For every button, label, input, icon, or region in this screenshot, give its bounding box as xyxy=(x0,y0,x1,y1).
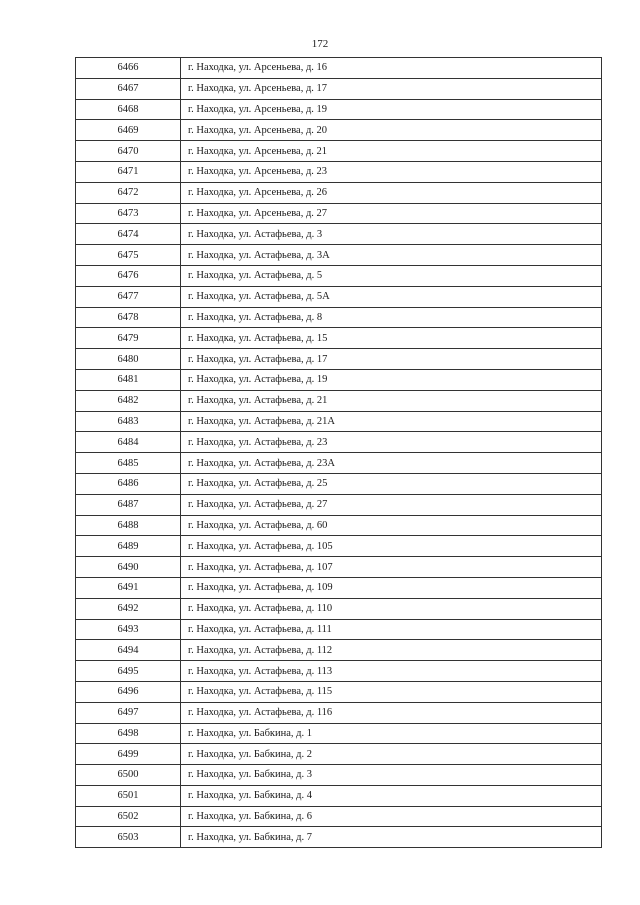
table-row xyxy=(76,473,602,494)
address-cell: г. Находка, ул. Астафьева, д. 116 xyxy=(181,702,602,723)
table-row xyxy=(76,286,602,307)
row-number-cell: 6501 xyxy=(76,785,181,806)
table-row xyxy=(76,411,602,432)
address-cell: г. Находка, ул. Астафьева, д. 19 xyxy=(181,369,602,390)
address-cell: г. Находка, ул. Бабкина, д. 7 xyxy=(181,827,602,848)
table-row xyxy=(76,349,602,370)
address-cell: г. Находка, ул. Бабкина, д. 4 xyxy=(181,785,602,806)
row-number-cell: 6494 xyxy=(76,640,181,661)
table-row xyxy=(76,577,602,598)
table-row xyxy=(76,390,602,411)
row-number-cell: 6502 xyxy=(76,806,181,827)
row-number-cell: 6503 xyxy=(76,827,181,848)
row-number-cell: 6483 xyxy=(76,411,181,432)
address-cell: г. Находка, ул. Арсеньева, д. 26 xyxy=(181,182,602,203)
row-number-cell: 6491 xyxy=(76,577,181,598)
address-cell: г. Находка, ул. Астафьева, д. 15 xyxy=(181,328,602,349)
row-number-cell: 6490 xyxy=(76,557,181,578)
address-cell: г. Находка, ул. Астафьева, д. 60 xyxy=(181,515,602,536)
table-row xyxy=(76,432,602,453)
address-cell: г. Находка, ул. Бабкина, д. 1 xyxy=(181,723,602,744)
table-row xyxy=(76,806,602,827)
table-row xyxy=(76,369,602,390)
address-cell: г. Находка, ул. Астафьева, д. 5 xyxy=(181,265,602,286)
table-row xyxy=(76,536,602,557)
row-number-cell: 6484 xyxy=(76,432,181,453)
row-number-cell: 6498 xyxy=(76,723,181,744)
row-number-cell: 6467 xyxy=(76,78,181,99)
row-number-cell: 6466 xyxy=(76,58,181,79)
row-number-cell: 6478 xyxy=(76,307,181,328)
address-cell: г. Находка, ул. Астафьева, д. 111 xyxy=(181,619,602,640)
address-cell: г. Находка, ул. Астафьева, д. 17 xyxy=(181,349,602,370)
address-cell: г. Находка, ул. Арсеньева, д. 19 xyxy=(181,99,602,120)
table-row xyxy=(76,58,602,79)
table-row xyxy=(76,515,602,536)
row-number-cell: 6469 xyxy=(76,120,181,141)
row-number-cell: 6468 xyxy=(76,99,181,120)
table-row xyxy=(76,681,602,702)
address-cell: г. Находка, ул. Астафьева, д. 3А xyxy=(181,245,602,266)
address-cell: г. Находка, ул. Астафьева, д. 23 xyxy=(181,432,602,453)
address-cell: г. Находка, ул. Арсеньева, д. 27 xyxy=(181,203,602,224)
row-number-cell: 6485 xyxy=(76,453,181,474)
table-row xyxy=(76,307,602,328)
table-row xyxy=(76,785,602,806)
row-number-cell: 6486 xyxy=(76,473,181,494)
table-row xyxy=(76,328,602,349)
row-number-cell: 6481 xyxy=(76,369,181,390)
address-cell: г. Находка, ул. Арсеньева, д. 20 xyxy=(181,120,602,141)
row-number-cell: 6480 xyxy=(76,349,181,370)
table-row xyxy=(76,182,602,203)
table-row xyxy=(76,494,602,515)
page-number: 172 xyxy=(311,38,329,50)
table-row xyxy=(76,453,602,474)
address-cell: г. Находка, ул. Астафьева, д. 5А xyxy=(181,286,602,307)
address-cell: г. Находка, ул. Астафьева, д. 105 xyxy=(181,536,602,557)
address-cell: г. Находка, ул. Бабкина, д. 2 xyxy=(181,744,602,765)
address-cell: г. Находка, ул. Астафьева, д. 115 xyxy=(181,681,602,702)
table-row xyxy=(76,619,602,640)
table-row xyxy=(76,661,602,682)
row-number-cell: 6499 xyxy=(76,744,181,765)
row-number-cell: 6488 xyxy=(76,515,181,536)
address-cell: г. Находка, ул. Бабкина, д. 3 xyxy=(181,765,602,786)
row-number-cell: 6496 xyxy=(76,681,181,702)
address-cell: г. Находка, ул. Астафьева, д. 27 xyxy=(181,494,602,515)
address-cell: г. Находка, ул. Арсеньева, д. 21 xyxy=(181,141,602,162)
address-cell: г. Находка, ул. Астафьева, д. 110 xyxy=(181,598,602,619)
row-number-cell: 6471 xyxy=(76,161,181,182)
address-cell: г. Находка, ул. Астафьева, д. 3 xyxy=(181,224,602,245)
table-row xyxy=(76,744,602,765)
table-row xyxy=(76,161,602,182)
address-cell: г. Находка, ул. Астафьева, д. 107 xyxy=(181,557,602,578)
row-number-cell: 6487 xyxy=(76,494,181,515)
table-row xyxy=(76,827,602,848)
row-number-cell: 6493 xyxy=(76,619,181,640)
table-row xyxy=(76,765,602,786)
row-number-cell: 6497 xyxy=(76,702,181,723)
address-cell: г. Находка, ул. Астафьева, д. 8 xyxy=(181,307,602,328)
address-cell: г. Находка, ул. Астафьева, д. 112 xyxy=(181,640,602,661)
row-number-cell: 6482 xyxy=(76,390,181,411)
row-number-cell: 6489 xyxy=(76,536,181,557)
address-cell: г. Находка, ул. Арсеньева, д. 23 xyxy=(181,161,602,182)
address-cell: г. Находка, ул. Астафьева, д. 25 xyxy=(181,473,602,494)
address-cell: г. Находка, ул. Бабкина, д. 6 xyxy=(181,806,602,827)
row-number-cell: 6495 xyxy=(76,661,181,682)
table-row xyxy=(76,245,602,266)
address-table-body xyxy=(76,58,602,848)
table-row xyxy=(76,78,602,99)
address-cell: г. Находка, ул. Астафьева, д. 109 xyxy=(181,577,602,598)
table-row xyxy=(76,557,602,578)
table-row xyxy=(76,141,602,162)
address-cell: г. Находка, ул. Астафьева, д. 23А xyxy=(181,453,602,474)
row-number-cell: 6475 xyxy=(76,245,181,266)
row-number-cell: 6470 xyxy=(76,141,181,162)
table-row xyxy=(76,203,602,224)
table-row xyxy=(76,598,602,619)
table-row xyxy=(76,224,602,245)
row-number-cell: 6472 xyxy=(76,182,181,203)
address-cell: г. Находка, ул. Арсеньева, д. 17 xyxy=(181,78,602,99)
table-row xyxy=(76,702,602,723)
address-cell: г. Находка, ул. Арсеньева, д. 16 xyxy=(181,58,602,79)
address-cell: г. Находка, ул. Астафьева, д. 21А xyxy=(181,411,602,432)
row-number-cell: 6474 xyxy=(76,224,181,245)
address-cell: г. Находка, ул. Астафьева, д. 113 xyxy=(181,661,602,682)
table-row xyxy=(76,120,602,141)
table-row xyxy=(76,265,602,286)
table-row xyxy=(76,99,602,120)
address-cell: г. Находка, ул. Астафьева, д. 21 xyxy=(181,390,602,411)
table-row xyxy=(76,723,602,744)
row-number-cell: 6479 xyxy=(76,328,181,349)
row-number-cell: 6477 xyxy=(76,286,181,307)
table-row xyxy=(76,640,602,661)
row-number-cell: 6476 xyxy=(76,265,181,286)
address-table xyxy=(75,57,602,848)
row-number-cell: 6473 xyxy=(76,203,181,224)
row-number-cell: 6492 xyxy=(76,598,181,619)
row-number-cell: 6500 xyxy=(76,765,181,786)
